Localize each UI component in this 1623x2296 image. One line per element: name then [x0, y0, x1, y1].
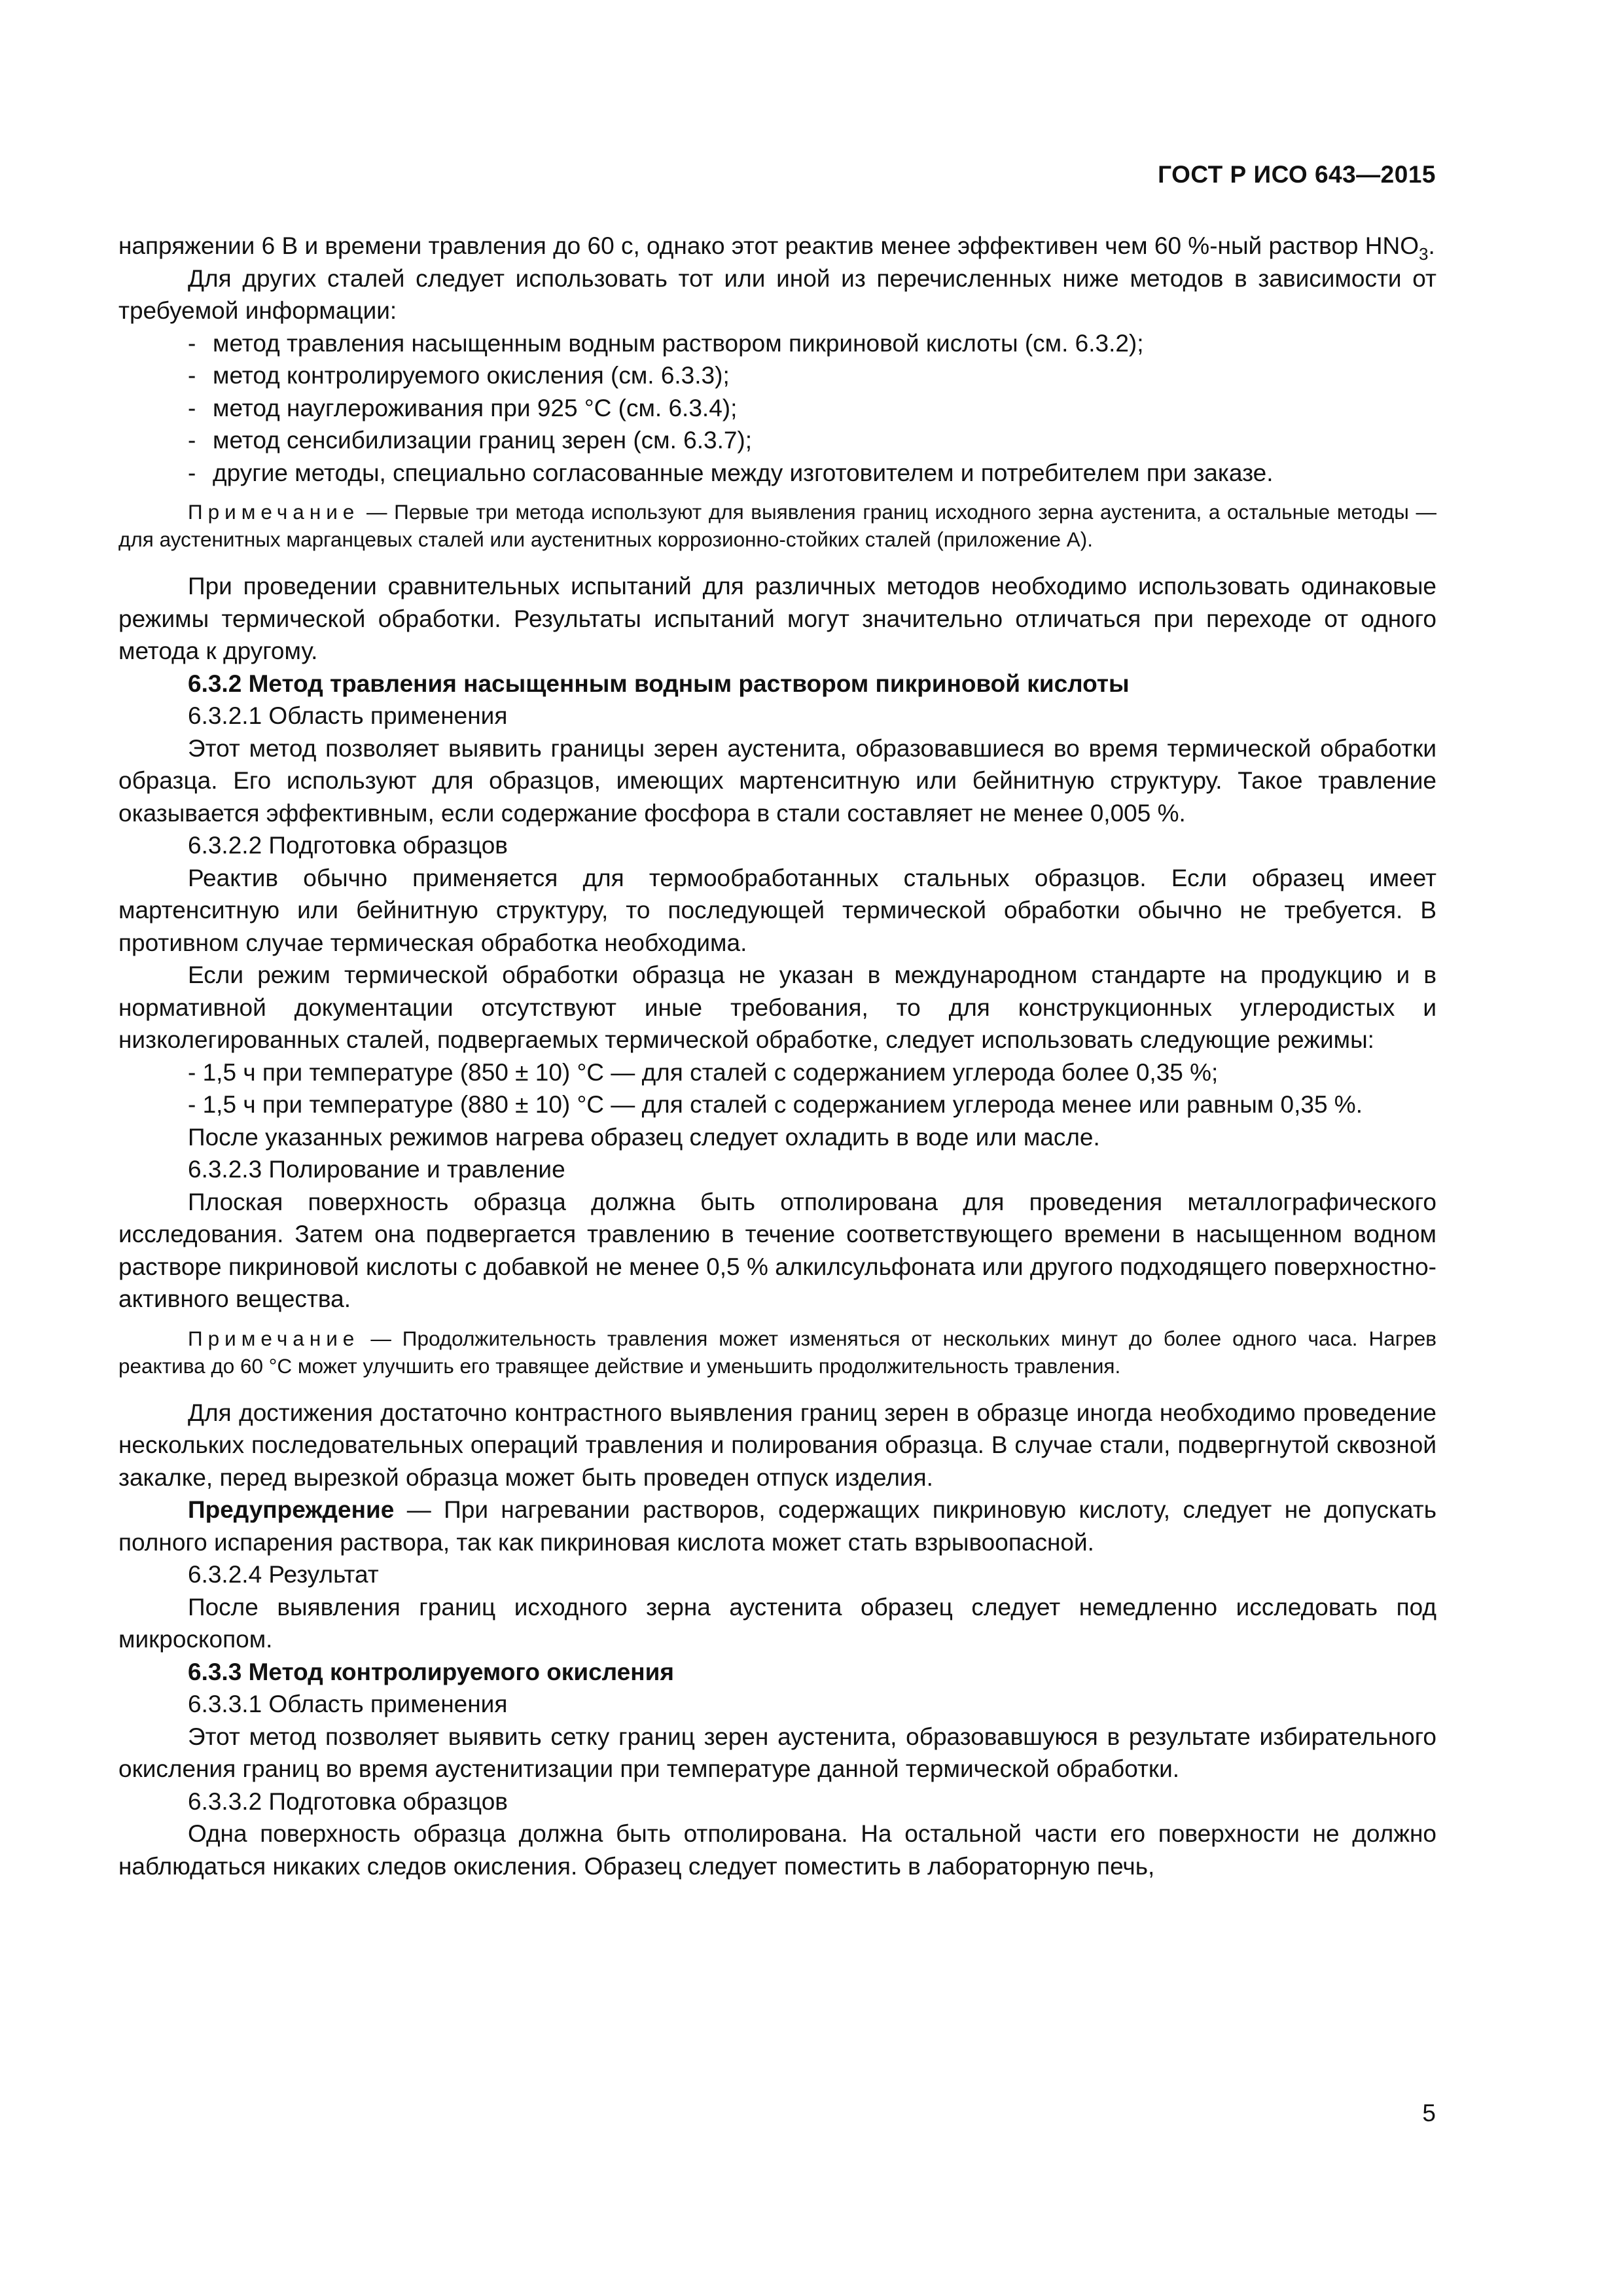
paragraph: Если режим термической обработки образца не указан в международном стандарте на продукцию и в нормативной документации отсутствуют иные требования, то для конструкционных углеродистых и низколегированных сталей, подвергаемых термической обработке, следует использовать следующие режимы: [118, 961, 1436, 1053]
list-item-text: другие методы, специально согласованные между изготовителем и потребителем при заказе. [213, 459, 1274, 486]
subsection-heading-6-3-2-1: 6.3.2.1 Область применения [188, 702, 508, 729]
list-item-text: 1,5 ч при температуре (850 ± 10) °С — для сталей с содержанием углерода более 0,35 %; [202, 1058, 1219, 1086]
paragraph-text: напряжении 6 В и времени травления до 60 с, однако этот реактив менее эффективен чем 60 %-ный раствор HNO [118, 232, 1419, 259]
list-item-text: метод сенсибилизации границ зерен (см. 6.3.7); [213, 427, 753, 454]
paragraph: Этот метод позволяет выявить границы зерен аустенита, образовавшиеся во время термической обработки образца. Его используют для образцов, имеющих мартенситную или бейнитную структуру. Такое травление оказывается эффективным, если содержание фосфора в стали составляет не менее 0,005 %. [118, 734, 1436, 827]
list-item [118, 359, 1436, 392]
bullet-dash: - [188, 427, 196, 454]
list-item [118, 1088, 1436, 1121]
list-item [118, 1056, 1436, 1089]
subsection-heading-6-3-2-3: 6.3.2.3 Полирование и травление [188, 1156, 565, 1183]
list-item [118, 424, 1436, 457]
paragraph: При проведении сравнительных испытаний для различных методов необходимо использовать одинаковые режимы термической обработки. Результаты испытаний могут значительно отличаться при переходе от одного метода к другому. [118, 573, 1436, 664]
note [118, 1325, 1436, 1380]
note-label: Примечание [188, 1326, 360, 1350]
section-heading-6-3-3: 6.3.3 Метод контролируемого окисления [188, 1658, 674, 1685]
note-text: — Первые три метода используют для выявления границ исходного зерна аустенита, а остальные методы — для аустенитных марганцевых сталей или аустенитных коррозионно-стойких сталей (приложение А). [118, 500, 1436, 551]
warning [118, 1494, 1436, 1558]
bullet-dash: - [188, 394, 196, 422]
bullet-dash: - [188, 1058, 203, 1086]
paragraph: Реактив обычно применяется для термообработанных стальных образцов. Если образец имеет мартенситную или бейнитную структуру, то последующей термической обработки обычно не требуется. В противном случае термическая обработка необходима. [118, 864, 1436, 956]
section-heading-6-3-2: 6.3.2 Метод травления насыщенным водным раствором пикриновой кислоты [188, 670, 1130, 697]
page-number: 5 [1422, 2100, 1436, 2126]
bullet-dash: - [188, 1091, 203, 1118]
page-body [118, 230, 1436, 1882]
list-item-text: 1,5 ч при температуре (880 ± 10) °С — для сталей с содержанием углерода менее или равным 0,35 %. [202, 1091, 1363, 1118]
note-label: Примечание [188, 500, 360, 524]
paragraph: Этот метод позволяет выявить сетку границ зерен аустенита, образовавшуюся в результате избирательного окисления границ во время аустенитизации при температуре данной термической обработки. [118, 1723, 1436, 1782]
subsection-heading-6-3-2-4: 6.3.2.4 Результат [188, 1561, 379, 1588]
list-item [118, 327, 1436, 360]
bullet-dash: - [188, 459, 196, 486]
subsection-heading-6-3-2-2: 6.3.2.2 Подготовка образцов [188, 832, 508, 859]
list-item [118, 457, 1436, 490]
paragraph: После выявления границ исходного зерна аустенита образец следует немедленно исследовать под микроскопом. [118, 1593, 1436, 1653]
note [118, 498, 1436, 553]
subsection-heading-6-3-3-1: 6.3.3.1 Область применения [188, 1691, 508, 1717]
paragraph [118, 230, 1436, 262]
list-item-text: метод травления насыщенным водным раствором пикриновой кислоты (см. 6.3.2); [213, 329, 1144, 357]
paragraph: Плоская поверхность образца должна быть отполирована для проведения металлографического исследования. Затем она подвергается травлению в течение соответствующего времени в насыщенном водном растворе пикриновой кислоты с добавкой не менее 0,5 % алкилсульфоната или другого подходящего поверхностно-активного вещества. [118, 1188, 1436, 1312]
paragraph: Одна поверхность образца должна быть отполирована. На остальной части его поверхности не должно наблюдаться никаких следов окисления. Образец следует поместить в лабораторную печь, [118, 1820, 1436, 1880]
list-item-text: метод контролируемого окисления (см. 6.3.3); [213, 362, 730, 389]
paragraph-end: . [1428, 232, 1435, 259]
paragraph: Для других сталей следует использовать тот или иной из перечисленных ниже методов в зависимости от требуемой информации: [118, 264, 1436, 324]
list-item-text: метод науглероживания при 925 °С (см. 6.3.4); [213, 394, 738, 422]
subsection-heading-6-3-3-2: 6.3.3.2 Подготовка образцов [188, 1787, 508, 1815]
paragraph: После указанных режимов нагрева образец следует охладить в воде или масле. [188, 1123, 1100, 1151]
note-text: — Продолжительность травления может изменяться от нескольких минут до более одного часа. Нагрев реактива до 60 °С может улучшить его травящее действие и уменьшить продолжительность травления. [118, 1326, 1436, 1378]
page-header-standard: ГОСТ Р ИСО 643—2015 [1158, 161, 1436, 188]
bullet-dash: - [188, 329, 196, 357]
list-item [118, 392, 1436, 425]
bullet-dash: - [188, 362, 196, 389]
warning-text: — При нагревании растворов, содержащих пикриновую кислоту, следует не допускать полного испарения раствора, так как пикриновая кислота может стать взрывоопасной. [118, 1496, 1436, 1556]
warning-label: Предупреждение [188, 1496, 395, 1523]
paragraph: Для достижения достаточно контрастного выявления границ зерен в образце иногда необходимо проведение нескольких последовательных операций травления и полирования образца. В случае стали, подвергнутой сквозной закалке, перед вырезкой образца может быть проведен отпуск изделия. [118, 1399, 1436, 1491]
subscript: 3 [1419, 244, 1429, 264]
